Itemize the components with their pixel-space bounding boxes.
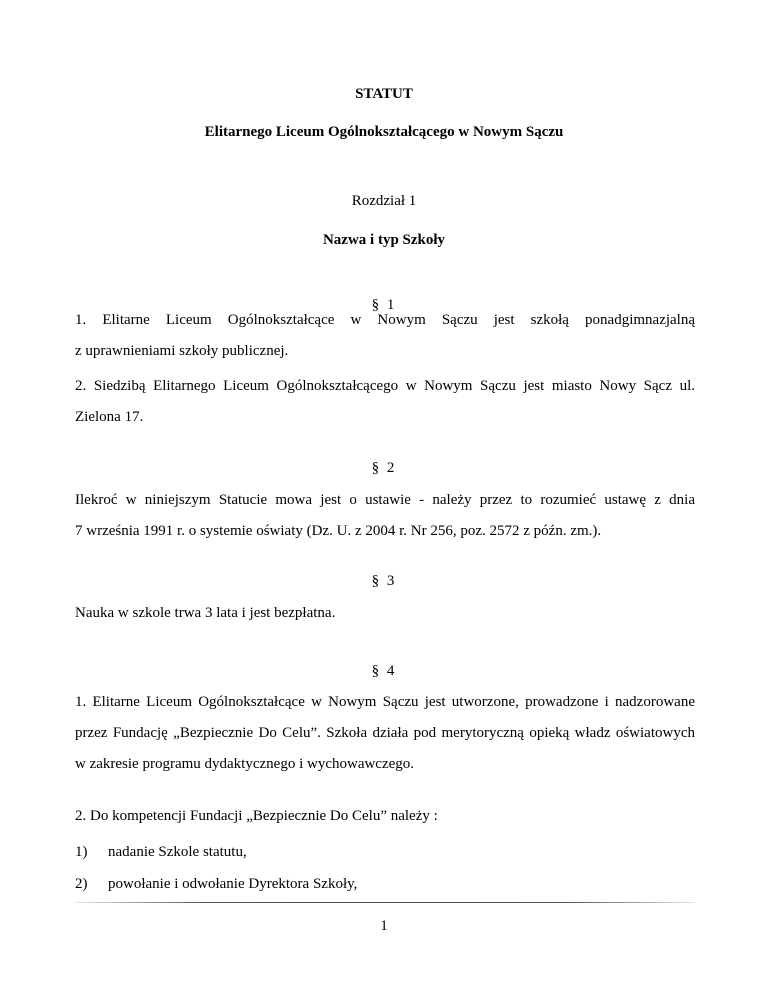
section-mark-3: § 3 [371,573,397,589]
section-mark-4: § 4 [371,663,397,679]
list-item-number: 1) [75,844,88,860]
document-title: STATUT [355,86,413,102]
list-item-text: nadanie Szkole statutu, [108,844,247,860]
section-mark-2: § 2 [371,460,397,476]
chapter-title: Nazwa i typ Szkoły [322,232,446,248]
section-4-paragraph-1-line-2: przez Fundację „Bezpiecznie Do Celu”. Szkoła działa pod merytoryczną opieką władz oświatowych [75,725,695,741]
section-2-line-2: 7 września 1991 r. o systemie oświaty (Dz. U. z 2004 r. Nr 256, poz. 2572 z późn. zm.). [75,523,602,539]
list-item-text: powołanie i odwołanie Dyrektora Szkoły, [108,876,358,892]
section-mark-1: § 1 [371,297,397,313]
section-1-paragraph-1-line-1: 1. Elitarne Liceum Ogólnokształcące w Nowym Sączu jest szkołą ponadgimnazjalną [75,312,695,328]
section-4-paragraph-1-line-1: 1. Elitarne Liceum Ogólnokształcące w Nowym Sączu jest utworzone, prowadzone i nadzorowane [75,694,695,710]
chapter-heading: Rozdział 1 [351,193,417,209]
section-1-paragraph-2-line-1: 2. Siedzibą Elitarnego Liceum Ogólnokształcącego w Nowym Sączu jest miasto Nowy Sącz ul. [75,378,695,394]
section-1-paragraph-1-line-2: z uprawnieniami szkoły publicznej. [75,343,289,359]
footer-divider [75,902,695,903]
section-4-paragraph-2-intro: 2. Do kompetencji Fundacji „Bezpiecznie Do Celu” należy : [75,808,438,824]
section-4-paragraph-1-line-3: w zakresie programu dydaktycznego i wychowawczego. [75,756,415,772]
section-2-line-1: Ilekroć w niniejszym Statucie mowa jest o ustawie - należy przez to rozumieć ustawę z dnia [75,492,695,508]
list-item-number: 2) [75,876,88,892]
page-number: 1 [380,918,388,934]
section-1-paragraph-2-line-2: Zielona 17. [75,409,144,425]
section-3-line-1: Nauka w szkole trwa 3 lata i jest bezpłatna. [75,605,336,621]
document-subtitle: Elitarnego Liceum Ogólnokształcącego w Nowym Sączu [204,124,564,140]
